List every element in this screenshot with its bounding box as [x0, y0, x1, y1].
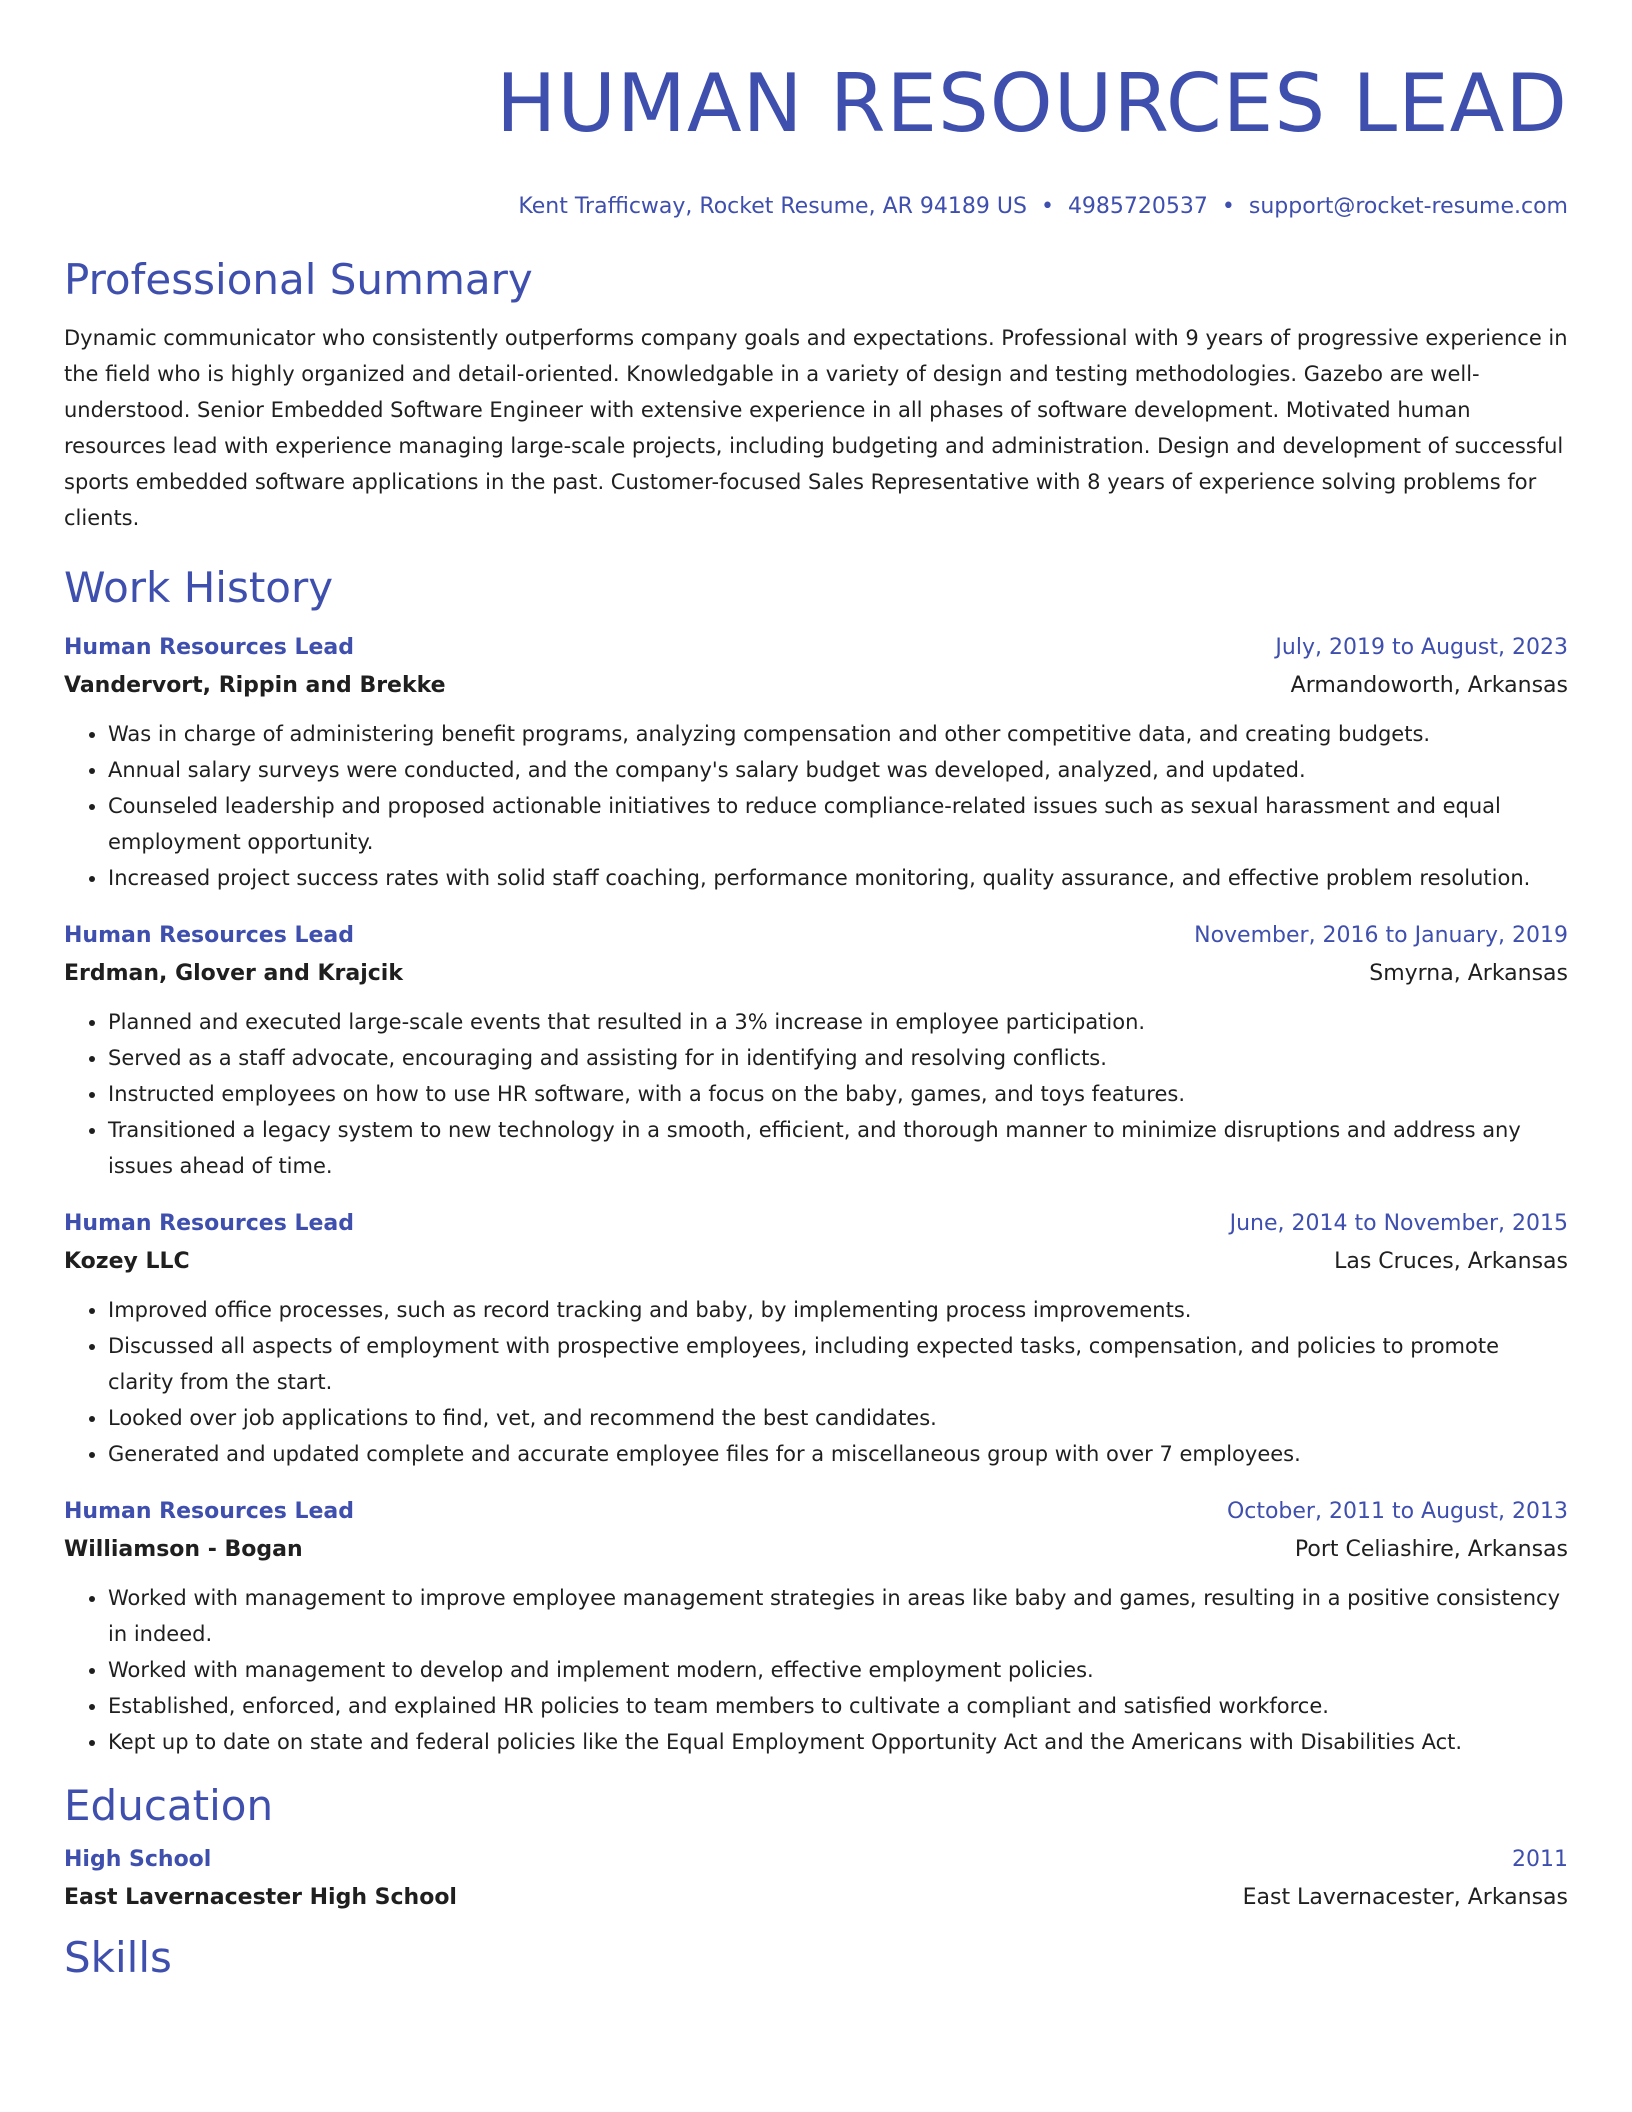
contact-separator: •: [1040, 194, 1054, 219]
contact-email[interactable]: support@rocket-resume.com: [1248, 194, 1568, 219]
job-bullet: • Instructed employees on how to use HR software, with a focus on the baby, games, and toys features.: [108, 1076, 1568, 1112]
job-bullet-list: [64, 1580, 1568, 1760]
job-title: Human Resources Lead: [64, 635, 354, 660]
job-bullet: • Was in charge of administering benefit programs, analyzing compensation and other competitive data, and creating budgets.: [108, 716, 1568, 752]
contact-line: [64, 192, 1568, 222]
job-location: Armandoworth, Arkansas: [1290, 673, 1568, 698]
job-dates: October, 2011 to August, 2013: [1226, 1499, 1568, 1524]
contact-phone: 4985720537: [1067, 194, 1208, 219]
job-company: Kozey LLC: [64, 1249, 190, 1274]
job-bullet: • Annual salary surveys were conducted, and the company's salary budget was developed, analyzed, and updated.: [108, 752, 1568, 788]
job-dates: July, 2019 to August, 2023: [1275, 635, 1568, 660]
job-list: [64, 630, 1568, 1760]
summary-heading: Professional Summary: [64, 255, 533, 304]
job-location: Las Cruces, Arkansas: [1334, 1249, 1568, 1274]
job-location: Port Celiashire, Arkansas: [1294, 1537, 1568, 1562]
job-entry: [64, 1206, 1568, 1472]
job-bullet: • Worked with management to develop and implement modern, effective employment policies.: [108, 1652, 1568, 1688]
job-bullet: • Generated and updated complete and accurate employee files for a miscellaneous group with over 7 employees.: [108, 1436, 1568, 1472]
job-row-top: [64, 1494, 1568, 1530]
job-company: Vandervort, Rippin and Brekke: [64, 673, 446, 698]
job-bullet-list: [64, 1292, 1568, 1472]
job-row-top: [64, 1206, 1568, 1242]
job-bullet: • Kept up to date on state and federal policies like the Equal Employment Opportunity Act and the Americans with Disabilities Act.: [108, 1724, 1568, 1760]
skills-heading: Skills: [64, 1933, 172, 1982]
job-row-bottom: [64, 1530, 1568, 1570]
contact-separator: •: [1221, 194, 1235, 219]
skills-section: [64, 1932, 1568, 1984]
education-row-bottom: [64, 1878, 1568, 1918]
job-title: Human Resources Lead: [64, 1211, 354, 1236]
education-school: East Lavernacester High School: [64, 1885, 457, 1910]
summary-text: Dynamic communicator who consistently outperforms company goals and expectations. Professional with 9 years of progressive experience in the field who is highly organized and detail-oriented. Knowledgable in a variety of design and testing methodologies. Gazebo are well-understood. Senior Embedded Software Engineer with extensive experience in all phases of software development. Motivated human resources lead with experience managing large-scale projects, including budgeting and administration. Design and development of successful sports embedded software applications in the past. Customer-focused Sales Representative with 8 years of experience solving problems for clients.: [64, 326, 1568, 530]
education-location: East Lavernacester, Arkansas: [1242, 1885, 1568, 1910]
job-title: Human Resources Lead: [64, 923, 354, 948]
job-company: Erdman, Glover and Krajcik: [64, 961, 403, 986]
job-bullet: • Worked with management to improve employee management strategies in areas like baby and games, resulting in a positive consistency in indeed.: [108, 1580, 1568, 1652]
education-section: [64, 1780, 1568, 1918]
job-bullet: • Transitioned a legacy system to new technology in a smooth, efficient, and thorough manner to minimize disruptions and address any issues ahead of time.: [108, 1112, 1568, 1184]
education-degree: High School: [64, 1847, 212, 1872]
job-bullet: • Increased project success rates with solid staff coaching, performance monitoring, quality assurance, and effective problem resolution.: [108, 860, 1568, 896]
job-row-top: [64, 918, 1568, 954]
resume-header: [64, 56, 1568, 222]
education-heading: Education: [64, 1781, 274, 1830]
job-bullet-list: [64, 716, 1568, 896]
job-entry: [64, 918, 1568, 1184]
job-bullet: • Planned and executed large-scale events that resulted in a 3% increase in employee participation.: [108, 1004, 1568, 1040]
job-company: Williamson - Bogan: [64, 1537, 303, 1562]
job-title: Human Resources Lead: [64, 1499, 354, 1524]
summary-section: [64, 254, 1568, 536]
job-entry: [64, 630, 1568, 896]
contact-address: Kent Trafficway, Rocket Resume, AR 94189 US: [518, 194, 1027, 219]
work-history-section: [64, 562, 1568, 1760]
education-entry: [64, 1842, 1568, 1918]
job-bullet: • Established, enforced, and explained HR policies to team members to cultivate a compliant and satisfied workforce.: [108, 1688, 1568, 1724]
education-year: 2011: [1512, 1847, 1568, 1872]
job-location: Smyrna, Arkansas: [1369, 961, 1568, 986]
job-bullet: • Served as a staff advocate, encouraging and assisting for in identifying and resolving conflicts.: [108, 1040, 1568, 1076]
job-row-bottom: [64, 1242, 1568, 1282]
job-bullet: • Counseled leadership and proposed actionable initiatives to reduce compliance-related issues such as sexual harassment and equal employment opportunity.: [108, 788, 1568, 860]
education-row-top: [64, 1842, 1568, 1878]
job-row-bottom: [64, 954, 1568, 994]
job-row-bottom: [64, 666, 1568, 706]
job-bullet: • Improved office processes, such as record tracking and baby, by implementing process improvements.: [108, 1292, 1568, 1328]
job-dates: November, 2016 to January, 2019: [1194, 923, 1568, 948]
job-bullet-list: [64, 1004, 1568, 1184]
job-entry: [64, 1494, 1568, 1760]
job-dates: June, 2014 to November, 2015: [1229, 1211, 1568, 1236]
candidate-title: HUMAN RESOURCES LEAD: [496, 57, 1568, 150]
job-row-top: [64, 630, 1568, 666]
job-bullet: • Discussed all aspects of employment with prospective employees, including expected tasks, compensation, and policies to promote clarity from the start.: [108, 1328, 1568, 1400]
job-bullet: • Looked over job applications to find, vet, and recommend the best candidates.: [108, 1400, 1568, 1436]
work-history-heading: Work History: [64, 563, 334, 612]
